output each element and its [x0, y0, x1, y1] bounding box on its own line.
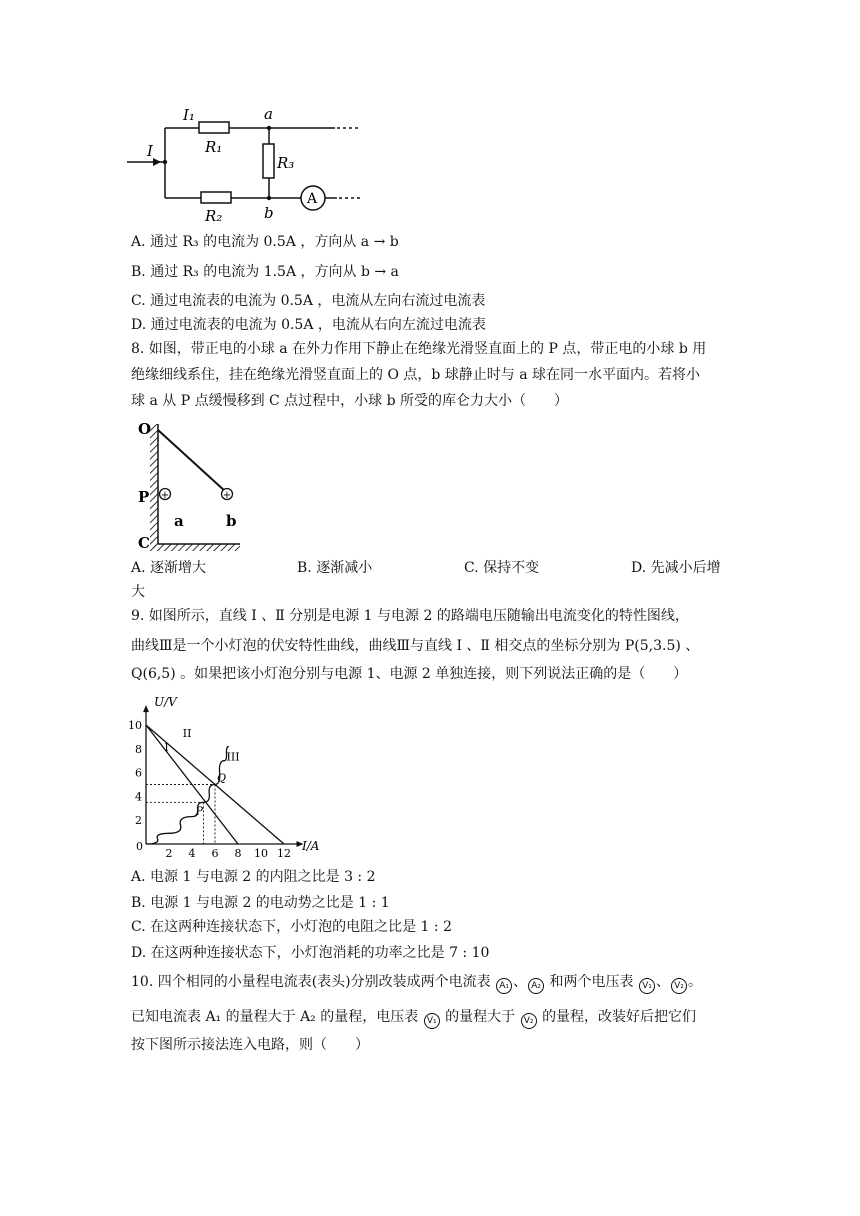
q10-line1-text-a: 10. 四个相同的小量程电流表(表头)分别改装成两个电流表 [131, 974, 491, 990]
x-tick-label: 6 [211, 847, 219, 860]
series-label-ii: II [182, 726, 192, 740]
wall-figure-q8 [134, 418, 264, 558]
label-R1: R₁ [205, 138, 223, 156]
q9-option-a[interactable]: A. 电源 1 与电源 2 的内阻之比是 3 : 2 [131, 869, 376, 885]
ball-b-plus-sign: + [222, 490, 232, 501]
y-axis-arrow [143, 705, 149, 712]
q8-option-c[interactable]: C. 保持不变 [464, 560, 540, 576]
q9-option-c[interactable]: C. 在这两种连接状态下，小灯泡的电阻之比是 1 : 2 [131, 919, 452, 935]
q10-stem-line3: 按下图所示接法连入电路，则（ ） [131, 1037, 369, 1053]
label-I: I [147, 142, 153, 160]
ui-chart-q9 [124, 692, 320, 860]
q10-line2-text-b: 的量程大于 [445, 1009, 516, 1025]
y-tick-label: 10 [128, 719, 142, 732]
q10-sep-1: 、 [513, 974, 528, 990]
q10-stem-line1 [131, 972, 702, 994]
label-C: C [138, 534, 150, 552]
label-a: a [264, 105, 273, 123]
q9-stem-line1: 9. 如图所示，直线 Ⅰ 、Ⅱ 分别是电源 1 与电源 2 的路端电压随输出电流变化的特性图线， [131, 608, 689, 624]
q7-option-a[interactable]: A. 通过 R₃ 的电流为 0.5A ，方向从 a → b [131, 234, 399, 250]
x-tick-label: 2 [165, 847, 173, 860]
q8-option-d[interactable]: D. 先减小后增 [631, 560, 721, 576]
x-tick-label: 8 [234, 847, 242, 860]
ammeter-a1-icon: A₁ [496, 978, 512, 994]
ammeter-a2-icon: A₂ [528, 978, 544, 994]
q8-stem-line3: 球 a 从 P 点缓慢移到 C 点过程中，小球 b 所受的库仑力大小（ ） [131, 393, 569, 409]
circuit-figure-q7 [125, 104, 375, 226]
q8-stem-line2: 绝缘细线系住，挂在绝缘光滑竖直面上的 O 点，b 球静止时与 a 球在同一水平面内。若将小 [131, 367, 701, 383]
series-label-iii: III [226, 750, 240, 764]
label-A: A [307, 191, 318, 207]
y-tick-label: 2 [135, 814, 142, 828]
point-label-q: Q [217, 771, 227, 785]
voltmeter-v2-icon-2: V₂ [521, 1013, 537, 1029]
point-label-p: P [195, 804, 203, 818]
q8-stem-line1: 8. 如图，带正电的小球 a 在外力作用下静止在绝缘光滑竖直面上的 P 点，带正电的小球 b 用 [131, 341, 707, 357]
voltmeter-v1-icon-2: V₁ [424, 1013, 440, 1029]
q10-stem-line2 [131, 1007, 696, 1029]
voltmeter-v1-icon: V₁ [639, 978, 655, 994]
q10-sep-2: 、 [656, 974, 670, 990]
x-tick-label: 4 [188, 847, 196, 860]
q10-line2-text-c: 的量程，改装好后把它们 [542, 1009, 697, 1025]
y-tick-label: 4 [135, 790, 142, 804]
label-O: O [138, 420, 152, 438]
q9-option-b[interactable]: B. 电源 1 与电源 2 的电动势之比是 1 : 1 [131, 895, 390, 911]
q7-option-d[interactable]: D. 通过电流表的电流为 0.5A ，电流从右向左流过电流表 [131, 317, 486, 333]
q7-option-b[interactable]: B. 通过 R₃ 的电流为 1.5A ，方向从 b → a [131, 264, 399, 280]
y-tick-label: 6 [135, 766, 142, 780]
x-tick-label: 12 [277, 847, 291, 860]
x-axis-label: I/A [302, 839, 320, 853]
q10-line1-text-b: 和两个电压表 [549, 974, 634, 990]
q10-line1-end: 。 [688, 974, 702, 990]
series-label-i: I [164, 741, 169, 755]
q9-option-d[interactable]: D. 在这两种连接状态下，小灯泡消耗的功率之比是 7 : 10 [131, 945, 490, 961]
q9-stem-line2: 曲线Ⅲ是一个小灯泡的伏安特性曲线，曲线Ⅲ与直线 Ⅰ 、Ⅱ 相交点的坐标分别为 P(5,3.5) 、 [131, 638, 700, 654]
ball-a-plus-sign: + [160, 490, 170, 501]
origin-label: 0 [136, 840, 143, 853]
q8-option-a[interactable]: A. 逐渐增大 [131, 560, 207, 576]
q10-line2-text-a: 已知电流表 A₁ 的量程大于 A₂ 的量程，电压表 [131, 1009, 419, 1025]
q7-option-c[interactable]: C. 通过电流表的电流为 0.5A ，电流从左向右流过电流表 [131, 293, 486, 309]
label-ball-b: b [226, 512, 237, 530]
y-tick-label: 8 [135, 742, 142, 756]
x-tick-label: 10 [254, 847, 268, 860]
voltmeter-v2-icon: V₂ [671, 978, 687, 994]
label-ball-a: a [174, 512, 184, 530]
y-axis-label: U/V [154, 695, 177, 709]
label-I1: I₁ [183, 106, 195, 124]
label-b: b [264, 204, 274, 222]
label-P: P [138, 488, 150, 506]
q8-option-d-continued: 大 [131, 584, 145, 600]
q9-stem-line3: Q(6,5) 。如果把该小灯泡分别与电源 1、电源 2 单独连接，则下列说法正确的是（ ） [131, 666, 688, 682]
label-R3: R₃ [277, 154, 295, 172]
q8-option-b[interactable]: B. 逐渐减小 [297, 560, 373, 576]
label-R2: R₂ [205, 207, 223, 225]
